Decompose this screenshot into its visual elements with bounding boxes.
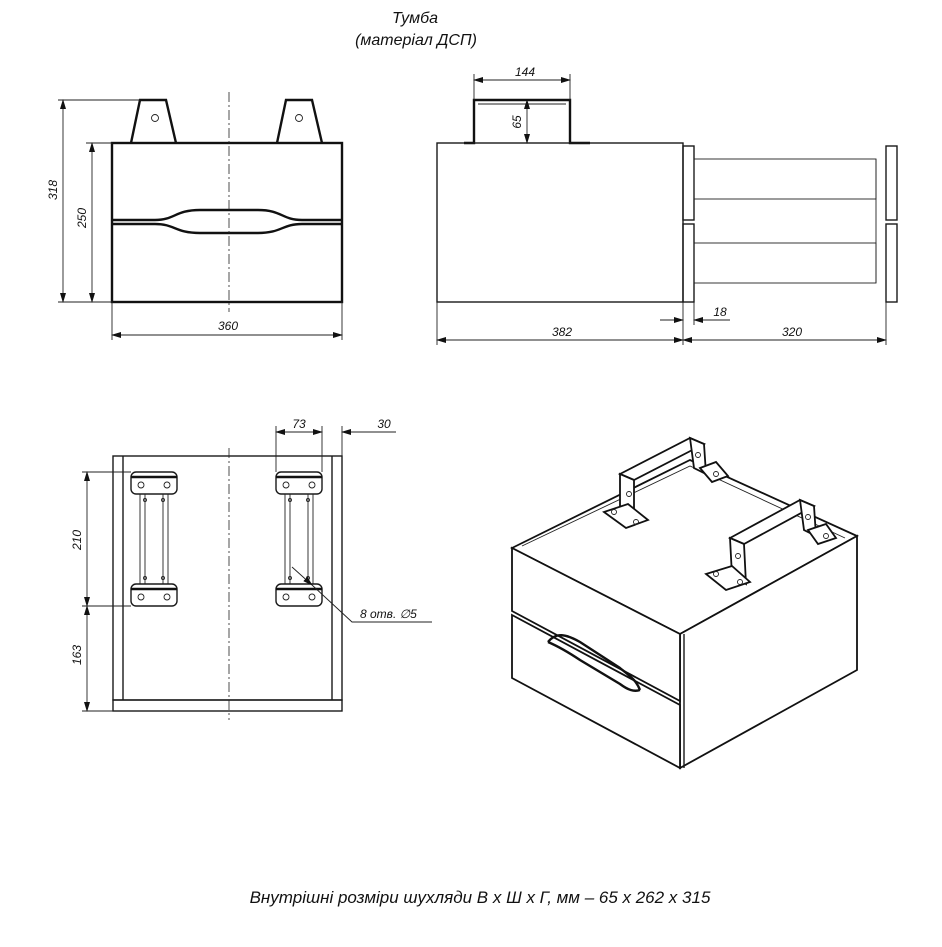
dim-210-label: 210 (70, 529, 84, 551)
top-view (70, 417, 432, 720)
side-drawer-top (694, 159, 876, 199)
dim-73-label: 73 (292, 417, 306, 431)
top-front-panel (113, 700, 342, 711)
dim-18-label: 18 (713, 305, 727, 319)
front-body (112, 143, 342, 302)
top-bracket-right (276, 472, 322, 606)
front-bracket-left-hole (152, 115, 159, 122)
side-drawer-front-bottom (886, 224, 897, 302)
front-drawer-divider (112, 210, 342, 220)
side-view (437, 65, 897, 345)
front-view (46, 92, 342, 340)
side-front-top (683, 146, 694, 220)
dim-360-label: 360 (217, 319, 239, 333)
holes-note-label: 8 отв. ∅5 (360, 607, 417, 621)
side-body (437, 143, 683, 302)
isometric-view (512, 438, 857, 768)
side-drawer-front-top (886, 146, 897, 220)
holes-leader-arrow (292, 567, 312, 585)
dim-320-label: 320 (781, 325, 803, 339)
dim-250-label: 250 (75, 207, 89, 229)
dim-382-label: 382 (551, 325, 573, 339)
dim-144-label: 144 (514, 65, 536, 79)
side-front-bottom (683, 224, 694, 302)
side-drawer-bottom (694, 243, 876, 283)
dim-65-label: 65 (510, 115, 524, 129)
front-handle-cutout (112, 224, 342, 233)
dim-30-label: 30 (377, 417, 391, 431)
dim-318-label: 318 (46, 179, 60, 201)
title-line1: Тумба (391, 10, 439, 27)
front-bracket-right-hole (296, 115, 303, 122)
dim-163-label: 163 (70, 644, 84, 666)
title-line2: (матеріал ДСП) (355, 32, 477, 49)
top-bracket-left (131, 472, 177, 606)
footer-note: Внутрішні розміри шухляди В х Ш х Г, мм – 65 х 262 х 315 (249, 888, 711, 907)
